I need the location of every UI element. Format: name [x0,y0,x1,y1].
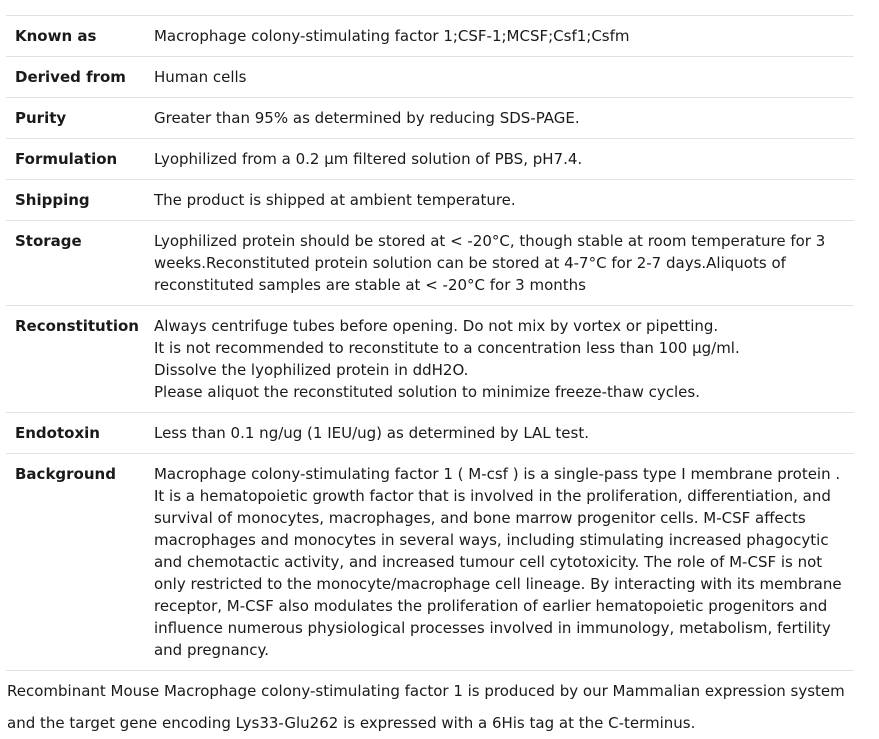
spec-label: Endotoxin [15,424,100,442]
spec-row-formulation [6,139,854,180]
spec-label: Purity [15,109,67,127]
spec-value-text: Less than 0.1 ng/ug (1 IEU/ug) as determined by LAL test. [153,424,589,442]
spec-label: Formulation [15,150,118,168]
spec-value-text: Please aliquot the reconstituted solution to minimize freeze-thaw cycles. [153,383,700,401]
spec-row-background [6,454,854,671]
spec-label: Storage [15,232,82,250]
spec-row-known-as [6,16,854,57]
spec-row-endotoxin [6,413,854,454]
spec-label: Background [15,465,116,483]
spec-value [145,306,854,413]
spec-row-reconstitution [6,306,854,413]
spec-value-text: Always centrifuge tubes before opening. Do not mix by vortex or pipetting. [153,317,719,335]
spec-value [145,139,854,180]
spec-value [145,180,854,221]
spec-value [145,98,854,139]
spec-label: Known as [15,27,97,45]
spec-value [145,413,854,454]
spec-value-text: Human cells [153,68,247,86]
spec-value [145,454,854,671]
spec-value-text: Macrophage colony-stimulating factor 1 ( M-csf ) is a single-pass type I membrane protein . It is a hematopoietic growth factor that is involved in the proliferation, differentiation, and survival of monocytes, macrophages, and bone marrow progenitor cells. M-CSF affects macrophages and monocytes in several ways, including stimulating increased phagocytic and chemotactic activity, and increased tumour cell cytotoxicity. The role of M-CSF is not only restricted to the monocyte/macrophage cell lineage. By interacting with its membrane receptor, M-CSF also modulates the proliferation of earlier hematopoietic progenitors and influence numerous physiological processes involved in immunology, metabolism, fertility and pregnancy. [153,465,842,659]
spec-value-text: Lyophilized protein should be stored at < -20°C, though stable at room temperature for 3 weeks.Reconstituted protein solution can be stored at 4-7°C for 2-7 days.Aliquots of reconstituted samples are stable at < -20°C for 3 months [153,232,826,294]
spec-row-storage [6,221,854,306]
spec-value-text: Macrophage colony-stimulating factor 1;CSF-1;MCSF;Csf1;Csfm [153,27,630,45]
product-spec-table [6,15,854,671]
spec-value [145,16,854,57]
spec-label: Reconstitution [15,317,139,335]
spec-row-purity [6,98,854,139]
spec-value-text: Lyophilized from a 0.2 μm filtered solution of PBS, pH7.4. [153,150,583,168]
spec-value-text: The product is shipped at ambient temperature. [153,191,516,209]
spec-value [145,57,854,98]
spec-row-shipping [6,180,854,221]
spec-value-text: It is not recommended to reconstitute to a concentration less than 100 μg/ml. [153,339,740,357]
spec-value-text: Dissolve the lyophilized protein in ddH2O. [153,361,469,379]
spec-row-derived-from [6,57,854,98]
spec-value-text: Greater than 95% as determined by reducing SDS-PAGE. [153,109,580,127]
spec-label: Shipping [15,191,90,209]
spec-value [145,221,854,306]
spec-label: Derived from [15,68,126,86]
product-description: Recombinant Mouse Macrophage colony-stimulating factor 1 is produced by our Mammalian expression system and the target gene encoding Lys33-Glu262 is expressed with a 6His tag at the C-terminus. [7,682,845,732]
